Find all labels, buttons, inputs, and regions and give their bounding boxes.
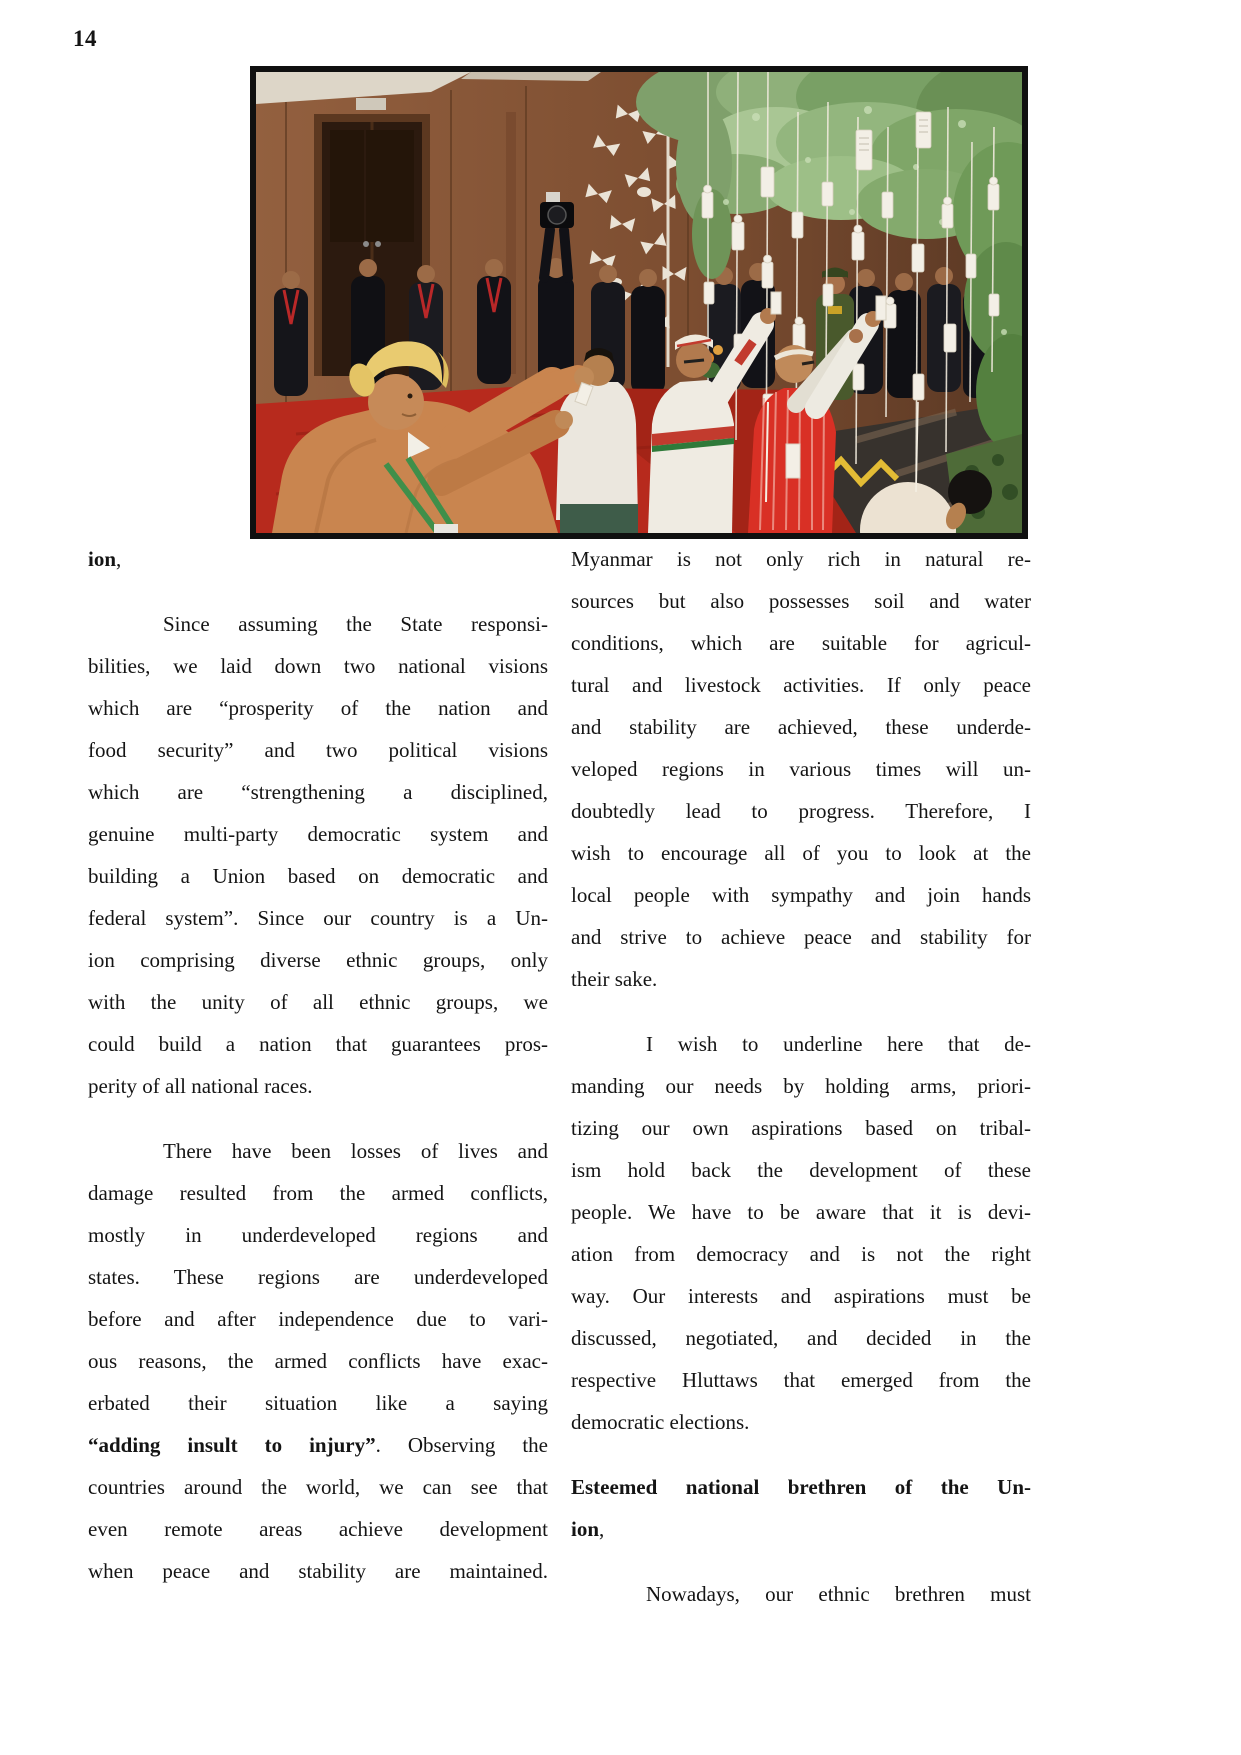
text-line: damage resulted from the armed conflicts, <box>88 1181 548 1205</box>
text-line: way. Our interests and aspirations must be <box>571 1284 1031 1308</box>
text-line: discussed, negotiated, and decided in the <box>571 1326 1031 1350</box>
text-line: their sake. <box>571 967 658 991</box>
text-line: could build a nation that guarantees pros- <box>88 1032 548 1056</box>
text-line: There have been losses of lives and <box>163 1139 548 1163</box>
text-line: states. These regions are underdeveloped <box>88 1265 548 1289</box>
text-line: respective Hluttaws that emerged from the <box>571 1368 1031 1392</box>
text-line: Esteemed national brethren of the Un- <box>571 1475 1031 1499</box>
text-line: federal system”. Since our country is a Un- <box>88 906 548 930</box>
text-line: people. We have to be aware that it is devi- <box>571 1200 1031 1224</box>
text-line: ion, <box>88 547 122 571</box>
text-line: ism hold back the development of these <box>571 1158 1031 1182</box>
text-line: with the unity of all ethnic groups, we <box>88 990 548 1014</box>
text-line: I wish to underline here that de- <box>646 1032 1031 1056</box>
text-line: Myanmar is not only rich in natural re- <box>571 547 1031 571</box>
paragraph <box>88 603 548 1107</box>
text-line: ous reasons, the armed conflicts have exac- <box>88 1349 548 1373</box>
text-line: food security” and two political visions <box>88 738 548 762</box>
paragraph <box>571 1023 1031 1443</box>
text-line: perity of all national races. <box>88 1074 313 1098</box>
text-line: sources but also possesses soil and water <box>571 589 1031 613</box>
text-line: “adding insult to injury”. Observing the <box>88 1433 548 1457</box>
text-line: when peace and stability are maintained. <box>88 1559 548 1583</box>
text-line: doubtedly lead to progress. Therefore, I <box>571 799 1031 823</box>
text-line: countries around the world, we can see that <box>88 1475 548 1499</box>
text-line: tizing our own aspirations based on tribal- <box>571 1116 1031 1140</box>
text-line: veloped regions in various times will un- <box>571 757 1031 781</box>
text-line: bilities, we laid down two national visions <box>88 654 548 678</box>
text-line: conditions, which are suitable for agricul- <box>571 631 1031 655</box>
text-line: erbated their situation like a saying <box>88 1391 548 1415</box>
text-line: Since assuming the State responsi- <box>163 612 548 636</box>
ceremony-photo <box>250 66 1028 539</box>
text-line: before and after independence due to vari- <box>88 1307 548 1331</box>
text-columns <box>88 538 1031 1615</box>
text-line: ation from democracy and is not the right <box>571 1242 1031 1266</box>
text-line: democratic elections. <box>571 1410 750 1434</box>
paragraph <box>571 1573 1031 1615</box>
text-line: even remote areas achieve development <box>88 1517 548 1541</box>
text-line: which are “strengthening a disciplined, <box>88 780 548 804</box>
text-line: building a Union based on democratic and <box>88 864 548 888</box>
text-line: and strive to achieve peace and stability for <box>571 925 1031 949</box>
text-line: Nowadays, our ethnic brethren must <box>646 1582 1031 1606</box>
text-line: which are “prosperity of the nation and <box>88 696 548 720</box>
paragraph <box>571 538 1031 1000</box>
page-number: 14 <box>73 26 97 51</box>
text-line: tural and livestock activities. If only peace <box>571 673 1031 697</box>
text-line: ion comprising diverse ethnic groups, only <box>88 948 548 972</box>
right-column <box>571 538 1031 1615</box>
text-line: genuine multi-party democratic system and <box>88 822 548 846</box>
left-column <box>88 538 548 1615</box>
ceremony-photo-illustration <box>256 72 1022 533</box>
text-line: manding our needs by holding arms, priori- <box>571 1074 1031 1098</box>
paragraph <box>88 1130 548 1592</box>
text-line: wish to encourage all of you to look at the <box>571 841 1031 865</box>
section-heading <box>571 1466 1031 1550</box>
text-line: mostly in underdeveloped regions and <box>88 1223 548 1247</box>
runover-heading <box>88 538 548 580</box>
text-line: ion, <box>571 1517 605 1541</box>
text-line: and stability are achieved, these underde- <box>571 715 1031 739</box>
text-line: local people with sympathy and join hands <box>571 883 1031 907</box>
